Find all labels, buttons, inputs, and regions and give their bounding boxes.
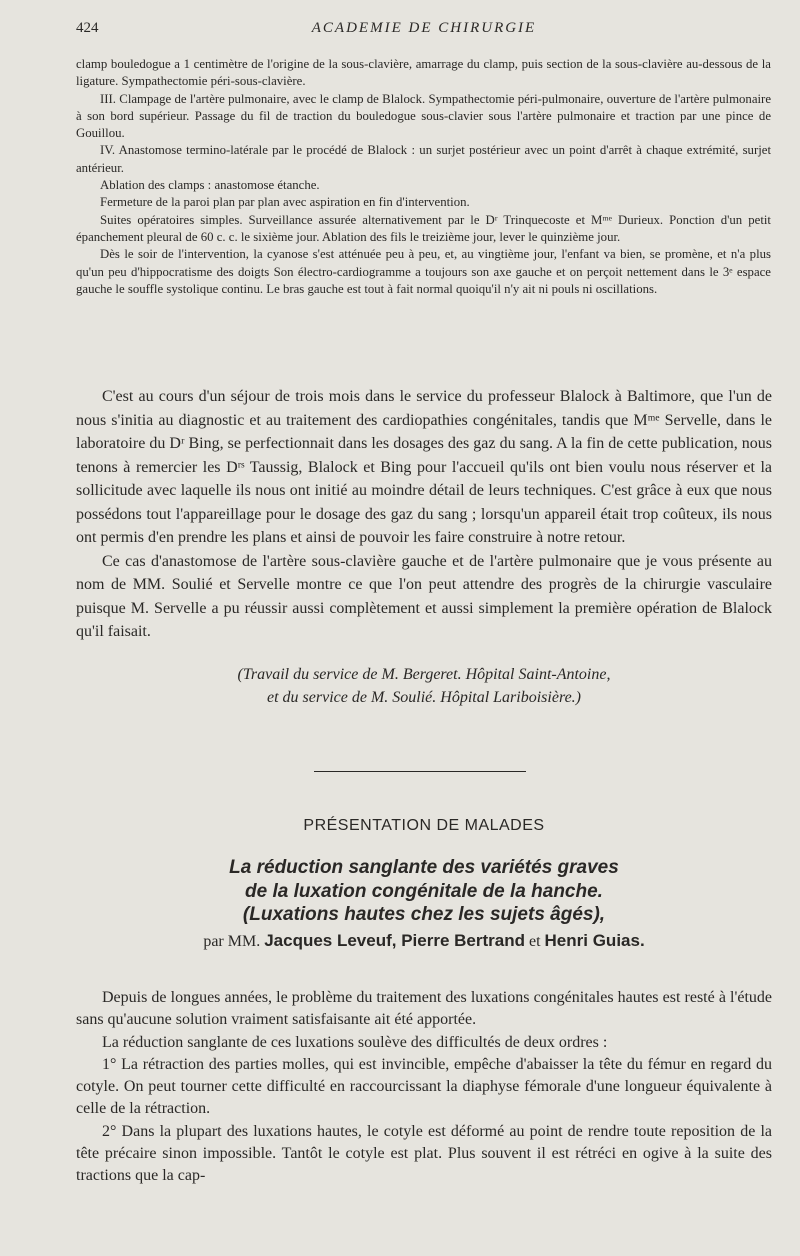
- credit-line: et du service de M. Soulié. Hôpital Lariboisière.): [266, 689, 581, 706]
- case-report-small-text: [76, 56, 771, 298]
- body-paragraph: 2° Dans la plupart des luxations hautes, le cotyle est déformé au point de rendre toute reposition de la tête précaire sinon impossible. Tantôt le cotyle est plat. Plus souvent il est rétréci en ogive à la suite des tractions que la cap-: [76, 1122, 772, 1185]
- author-names: Jacques Leveuf, Pierre Bertrand: [264, 931, 525, 950]
- authors-conjunction: et: [528, 933, 541, 950]
- running-head: [76, 20, 772, 44]
- work-credit: [76, 663, 772, 710]
- page-number: 424: [76, 20, 99, 36]
- section-divider: [314, 771, 526, 772]
- small-paragraph: clamp bouledogue a 1 centimètre de l'origine de la sous-clavière, amarrage du clamp, puis section de la sous-clavière au-dessous de la ligature. Sympathectomie péri-sous-clavière.: [76, 57, 771, 89]
- small-paragraph: III. Clampage de l'artère pulmonaire, avec le clamp de Blalock. Sympathectomie péri-pulmonaire, ouverture de l'artère pulmonaire à son bord supérieur. Passage du fil de traction du bouledogue sous-clavier sous l'artère pulmonaire et traction par une pince de Gouillou.: [76, 91, 771, 141]
- body-paragraph: 1° La rétraction des parties molles, qui est invincible, empêche d'abaisser la tête du fémur en regard du cotyle. On peut tourner cette difficulté en raccourcissant la diaphyse fémorale d'une longueur équivalente à celle de la rétraction.: [76, 1055, 772, 1118]
- main-paragraph: Ce cas d'anastomose de l'artère sous-clavière gauche et de l'artère pulmonaire que je vous présente au nom de MM. Soulié et Servelle montre ce que l'on peut attendre des progrès de la chirurgie vasculaire puisque M. Servelle a pu réussir aussi complètement et aussi simplement la première opération de Blalock qu'il faisait.: [76, 552, 772, 640]
- small-paragraph: Dès le soir de l'intervention, la cyanose s'est atténuée peu à peu, et, au vingtième jour, l'enfant va bien, se promène, et n'a plus qu'un peu d'hippocratisme des doigts Son électro-cardiogramme a toujours son axe gauche et on perçoit nettement dans le 3ᵉ espace gauche le souffle systolique continu. Le bras gauche est tout à fait normal quoiqu'il n'y ait ni pouls ni oscillations.: [76, 247, 771, 296]
- body-paragraph: Depuis de longues années, le problème du traitement des luxations congénitales hautes est resté à l'étude sans qu'aucune solution vraiment satisfaisante ait été apportée.: [76, 989, 772, 1029]
- small-paragraph: Fermeture de la paroi plan par plan avec aspiration en fin d'intervention.: [100, 195, 470, 210]
- credit-line: (Travail du service de M. Bergeret. Hôpital Saint-Antoine,: [237, 665, 611, 683]
- body-paragraph: La réduction sanglante de ces luxations soulève des difficultés de deux ordres :: [102, 1033, 608, 1051]
- journal-title: ACADEMIE DE CHIRURGIE: [311, 20, 537, 36]
- small-paragraph: IV. Anastomose termino-latérale par le procédé de Blalock : un surjet postérieur avec un point d'arrêt à chaque extrémité, surjet antérieur.: [76, 143, 771, 175]
- article-body: [76, 987, 772, 1188]
- title-line: de la luxation congénitale de la hanche.: [245, 880, 603, 902]
- main-text: [76, 385, 772, 710]
- title-line: La réduction sanglante des variétés graves: [229, 857, 619, 878]
- author-names: Henri Guias.: [544, 931, 645, 950]
- authors-prefix: par MM.: [203, 933, 261, 950]
- section-heading: PRÉSENTATION DE MALADES: [303, 817, 545, 834]
- main-paragraph: C'est au cours d'un séjour de trois mois dans le service du professeur Blalock à Baltimore, que l'un de nous s'initia au diagnostic et au traitement des cardiopathies congénitales, tandis que Mᵐᵉ Servelle, dans le laboratoire du Dʳ Bing, se perfectionnait dans les dosages des gaz du sang. A la fin de cette publication, nous tenons à remercier les Dʳˢ Taussig, Blalock et Bing pour l'accueil qu'ils ont bien voulu nous réserver et la sollicitude avec laquelle ils nous ont initié au moindre détail de leurs techniques. C'est grâce à eux que nous possédons tout l'appareillage pour le dosage des gaz du sang ; lorsqu'un appareil était trop coûteux, ils nous ont permis d'en prendre les plans et ainsi de pouvoir les faire construire à notre retour.: [76, 388, 772, 546]
- small-paragraph: Ablation des clamps : anastomose étanche.: [100, 178, 320, 193]
- article-authors: [76, 931, 772, 951]
- small-paragraph: Suites opératoires simples. Surveillance assurée alternativement par le Dʳ Trinquecoste et Mᵐᵉ Durieux. Ponction d'un petit épanchement pleural de 60 c. c. le sixième jour. Ablation des fils le treizième jour, lever le quinzième jour.: [76, 212, 771, 244]
- article-title: [76, 856, 772, 927]
- title-line: (Luxations hautes chez les sujets âgés),: [242, 904, 606, 925]
